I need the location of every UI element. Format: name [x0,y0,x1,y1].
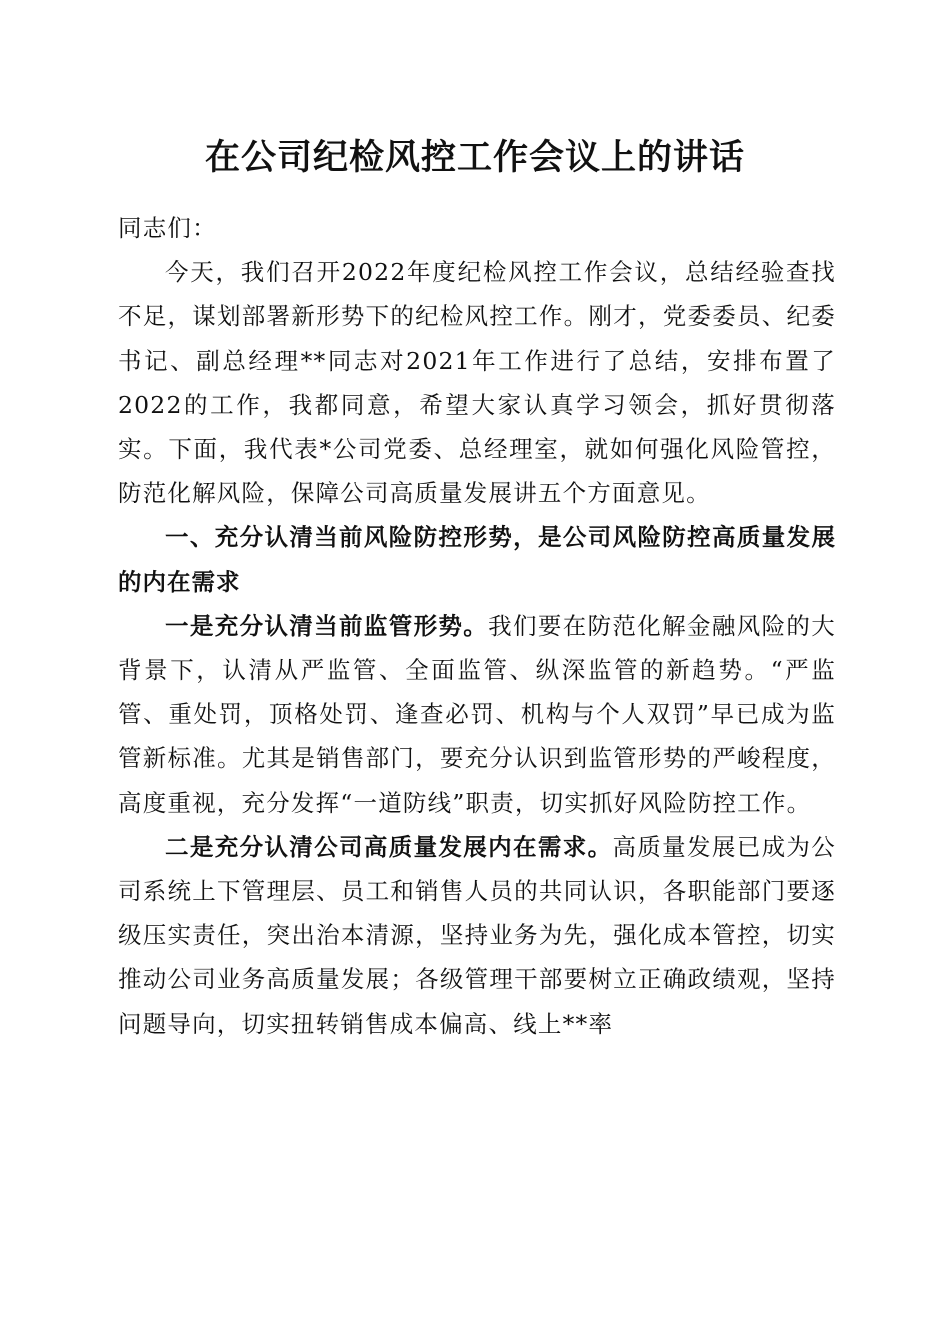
intro-paragraph: 今天，我们召开2022年度纪检风控工作会议，总结经验查找不足，谋划部署新形势下的纪检风控工作。刚才，党委委员、纪委书记、副总经理**同志对2021年工作进行了总结，安排布置了2022的工作，我都同意，希望大家认真学习领会，抓好贯彻落实。下面，我代表*公司党委、总经理室，就如何强化风险管控，防范化解风险，保障公司高质量发展讲五个方面意见。 [118,258,836,508]
point-paragraph-2 [118,825,836,1046]
section-heading-1: 一、充分认清当前风险防控形势，是公司风险防控高质量发展的内在需求 [118,523,836,596]
document-title: 在公司纪检风控工作会议上的讲话 [204,137,745,178]
point-lead-1: 一是充分认清当前监管形势。 [165,611,489,640]
point-lead-2: 二是充分认清公司高质量发展内在需求。 [165,832,613,861]
salutation: 同志们： [118,214,217,242]
document-body [118,206,836,1046]
point-body-1: 我们要在防范化解金融风险的大背景下，认清从严监管、全面监管、纵深监管的新趋势。“严监管、重处罚，顶格处罚、逢查必罚、机构与个人双罚”早已成为监管新标准。尤其是销售部门，要充分认识到监管形势的严峻程度，高度重视，充分发挥“一道防线”职责，切实抓好风险防控工作。 [118,611,836,817]
point-body-2: 高质量发展已成为公司系统上下管理层、员工和销售人员的共同认识，各职能部门要逐级压实责任，突出治本清源，坚持业务为先，强化成本管控，切实推动公司业务高质量发展；各级管理干部要树立正确政绩观，坚持问题导向，切实扭转销售成本偏高、线上**率 [118,832,836,1038]
point-paragraph-1 [118,604,836,825]
